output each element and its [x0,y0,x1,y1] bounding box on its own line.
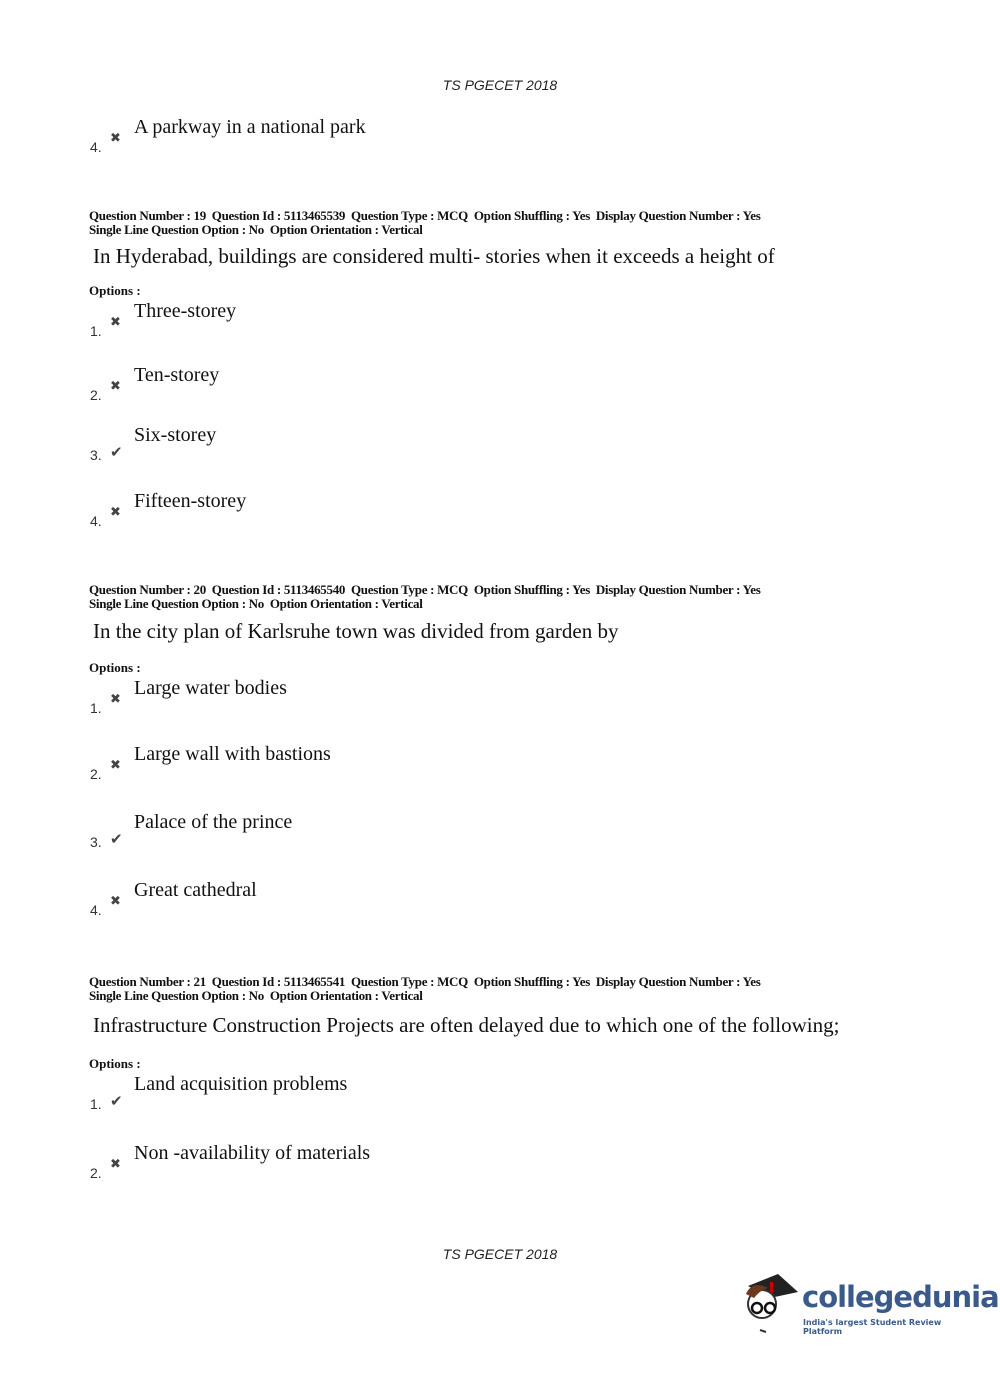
wrong-icon: ✖ [110,379,121,394]
option-number: 1. [90,1096,102,1112]
option-number: 1. [90,700,102,716]
question-meta: Single Line Question Option : No Option Orientation : Vertical [89,596,423,611]
option-text: Fifteen-storey [134,490,247,512]
wrong-icon: ✖ [110,1157,121,1172]
question-meta: Question Number : 21 Question Id : 5113465541 Question Type : MCQ Option Shuffling : Yes Display Question Number : Yes [89,974,761,989]
option-text: Three-storey [134,300,237,322]
option-number: 4. [90,902,102,918]
option-row [88,743,688,792]
option-row [88,424,688,473]
option-row [88,116,688,165]
option-number: 1. [90,323,102,339]
question-text: In the city plan of Karlsruhe town was divided from garden by [93,619,619,643]
wrong-icon: ✖ [110,894,121,909]
wrong-icon: ✖ [110,505,121,520]
question-text: In Hyderabad, buildings are considered multi- stories when it exceeds a height of [93,244,775,268]
option-row [88,677,688,726]
option-text: Large wall with bastions [134,743,331,765]
options-label: Options : [89,283,141,298]
wrong-icon: ✖ [110,692,121,707]
question-meta: Single Line Question Option : No Option Orientation : Vertical [89,988,423,1003]
option-number: 2. [90,1165,102,1181]
check-icon: ✔ [110,1092,123,1110]
option-text: Large water bodies [134,677,287,699]
mascot-icon [740,1268,800,1338]
option-text: A parkway in a national park [134,116,366,138]
wrong-icon: ✖ [110,131,121,146]
question-meta: Single Line Question Option : No Option Orientation : Vertical [89,222,423,237]
wrong-icon: ✖ [110,758,121,773]
option-text: Ten-storey [134,364,220,386]
option-number: 4. [90,513,102,529]
collegedunia-logo [740,1268,999,1338]
option-number: 3. [90,447,102,463]
check-icon: ✔ [110,830,123,848]
option-row [88,1142,688,1191]
option-text: Land acquisition problems [134,1073,348,1095]
option-row [88,879,688,928]
question-meta: Question Number : 19 Question Id : 5113465539 Question Type : MCQ Option Shuffling : Yes Display Question Number : Yes [89,208,761,223]
logo-tagline: India's largest Student Review Platform [803,1318,942,1336]
option-text: Great cathedral [134,879,257,901]
options-label: Options : [89,660,141,675]
option-row [88,811,688,860]
wrong-icon: ✖ [110,315,121,330]
page-header: TS PGECET 2018 [442,77,558,93]
options-label: Options : [89,1056,141,1071]
option-row [88,300,688,349]
page-footer: TS PGECET 2018 [442,1246,558,1262]
logo-brand: collegedunia [802,1280,999,1314]
option-row [88,490,688,539]
option-number: 2. [90,387,102,403]
option-number: 4. [90,139,102,155]
option-text: Non -availability of materials [134,1142,371,1164]
option-number: 3. [90,834,102,850]
option-row [88,1073,688,1122]
option-row [88,364,688,413]
option-text: Six-storey [134,424,217,446]
check-icon: ✔ [110,443,123,461]
question-meta: Question Number : 20 Question Id : 5113465540 Question Type : MCQ Option Shuffling : Yes Display Question Number : Yes [89,582,761,597]
option-number: 2. [90,766,102,782]
question-text: Infrastructure Construction Projects are often delayed due to which one of the following; [93,1013,840,1037]
option-text: Palace of the prince [134,811,293,833]
